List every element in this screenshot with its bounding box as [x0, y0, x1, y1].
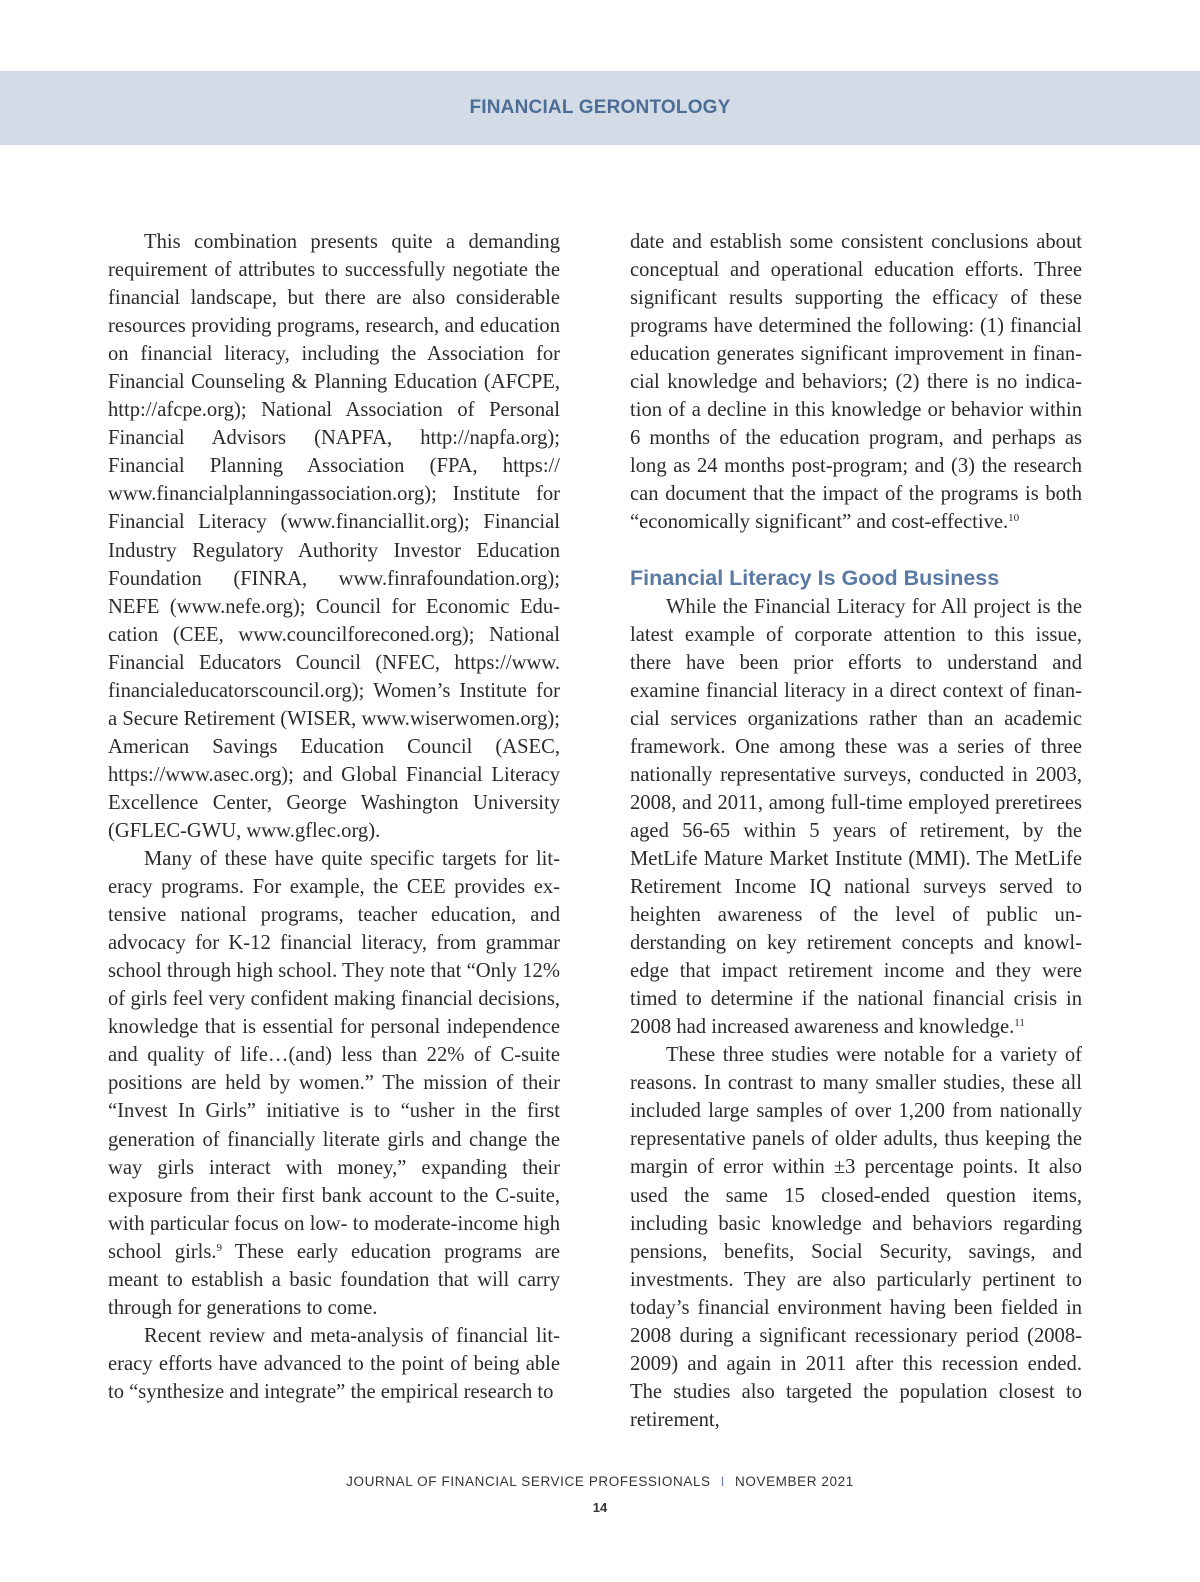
paragraph-meta-analysis: Recent review and meta-analysis of financial literacy efforts have advanced to the point of being able to “synthesize and integrate” the empirical research to: [108, 1324, 560, 1403]
footer-journal: JOURNAL OF FINANCIAL SERVICE PROFESSIONALS: [346, 1474, 711, 1489]
footnote-ref-11: 11: [1014, 1017, 1025, 1030]
footer-date: NOVEMBER 2021: [735, 1474, 854, 1489]
paragraph-studies: These three studies were notable for a variety of reasons. In contrast to many smaller studies, these all included large samples of over 1,200 from nationally representative panels of older adults, thus keeping the margin of error within ±3 percentage points. It also used the same 15 closed-ended question items, including basic knowledge and behaviors regarding pensions, benefits, Social Security, savings, and investments. They are also particularly pertinent to today’s financial environment having been fielded in 2008 during a significant recessionary period (2008-2009) and again in 2011 after this recession ended. The studies also targeted the population closest to retirement,: [630, 1044, 1082, 1431]
page-number: 14: [592, 1500, 608, 1515]
running-header: [0, 71, 1200, 145]
footnote-ref-10: 10: [1008, 512, 1020, 525]
paragraph-metlife: [630, 593, 1082, 1042]
paragraph-conclusions-text: date and establish some consistent conclusions about conceptual and operational education efforts. Three significant results supporting the efficacy of these programs have determined the following: (1) financial education generates significant improvement in financial knowledge and behaviors; (2) there is no indication of a decline in this knowledge or behavior within 6 months of the education program, and perhaps as long as 24 months post-program; and (3) the research can document that the impact of the programs is both “economically significant” and cost-effective.: [630, 231, 1082, 534]
section-heading: Financial Literacy Is Good Business: [630, 565, 1000, 590]
paragraph-resources: This combination presents quite a demanding requirement of attributes to successfully negotiate the financial landscape, but there are also considerable resources providing programs, research, and education on financial literacy, including the Association for Financial Counseling & Planning Education (AFCPE, http://afcpe.org); National Association of Personal Financial Advisors (NAPFA, http://napfa.​org); Financial Planning Association (FPA, https://​www.financialplanningassociation.org); Institute for Financial Literacy (www.financiallit.org); Financial Industry Regulatory Authority Investor Education Foundation (FINRA, www.finrafoundation.org); NEFE (www.nefe.org); Council for Economic Education (CEE, www.councilforeconed.org); National Financial Educators Council (NFEC, https://www.​financialeducatorscouncil.org); Women’s Institute for a Secure Retirement (WISER, www.wiserwomen.​org); American Savings Education Council (ASEC, https://www.asec.org); and Global Financial Literacy Excellence Center, George Washington University (GFLEC-GWU, www.gflec.org).: [108, 231, 560, 842]
footnote-ref-9: 9: [216, 1241, 223, 1254]
paragraph-targets-tail: These early education programs are meant to establish a basic foundation that will carry through for generations to come.: [108, 1240, 561, 1319]
paragraph-conclusions: [630, 228, 1082, 537]
paragraph-targets: [108, 845, 560, 1322]
running-header-title: FINANCIAL GERONTOLOGY: [469, 97, 731, 118]
right-column: [630, 228, 1082, 1434]
left-column: [108, 228, 560, 1406]
footer-separator: I: [720, 1474, 726, 1489]
footer: [0, 1474, 1200, 1489]
paragraph-metlife-text: While the Financial Literacy for All project is the latest example of corporate attention to this issue, there have been prior efforts to understand and examine financial literacy in a direct context of financial services organizations rather than an academic framework. One among these was a series of three nationally representative surveys, conducted in 2003, 2008, and 2011, among full-time employed preretirees aged 56-65 within 5 years of retirement, by the MetLife Mature Market Institute (MMI). The MetLife Retirement Income IQ national surveys served to heighten awareness of the level of public understanding on key retirement concepts and knowledge that impact retirement income and they were timed to determine if the national financial crisis in 2008 had increased awareness and knowledge.: [630, 595, 1082, 1039]
paragraph-targets-text: Many of these have quite specific targets for literacy programs. For example, the CEE provides extensive national programs, teacher education, and advocacy for K-12 financial literacy, from grammar school through high school. They note that “Only 12% of girls feel very confident making financial decisions, knowledge that is essential for personal independence and quality of life…(and) less than 22% of C-suite positions are held by women.” The mission of their “Invest In Girls” initiative is to “usher in the first generation of financially literate girls and change the way girls interact with money,” expanding their exposure from their first bank account to the C-suite, with particular focus on low- to moderate-income high school girls.: [108, 848, 560, 1263]
